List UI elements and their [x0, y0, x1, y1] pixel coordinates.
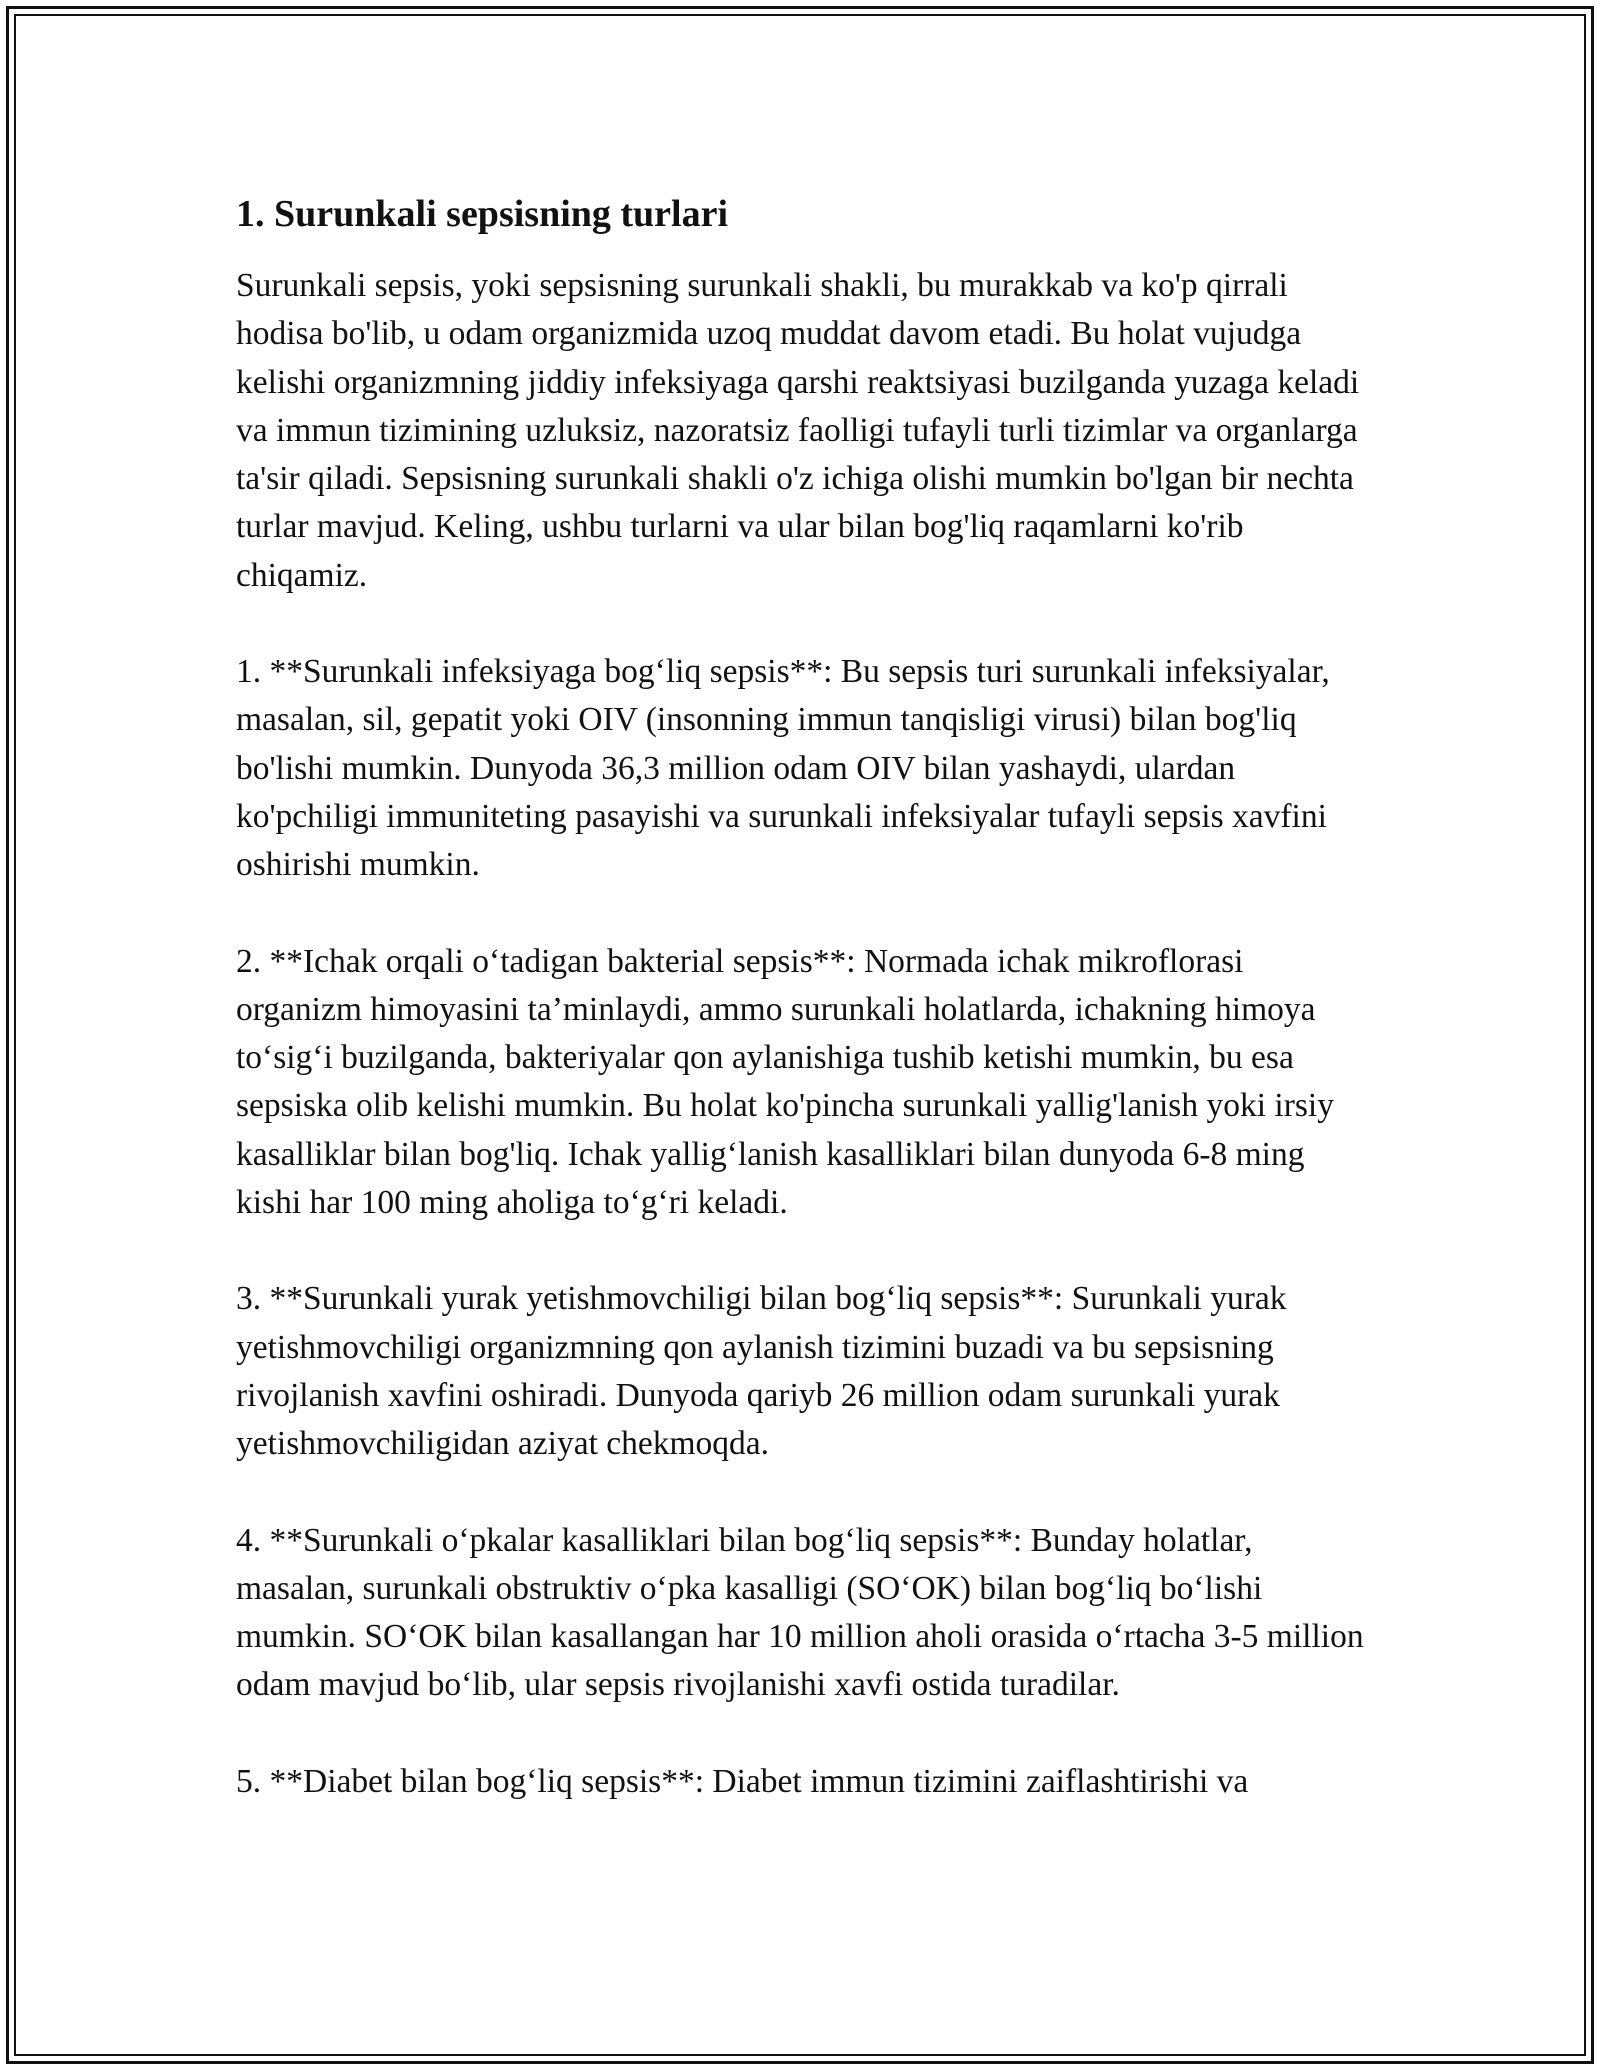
document-body — [236, 186, 1371, 1854]
list-item-5: 5. **Diabet bilan bog‘liq sepsis**: Diabet immun tizimini zaiflashtirishi va — [236, 1762, 1249, 1800]
section-heading: 1. Surunkali sepsisning turlari — [236, 193, 729, 235]
list-item-2: 2. **Ichak orqali o‘tadigan bakterial sepsis**: Normada ichak mikroflorasi organizm himoyasini ta’minlaydi, ammo surunkali holatlarda, ichakning himoya to‘sig‘i buzilganda, bakteriyalar qon aylanishiga tushib ketishi mumkin, bu esa sepsiska olib kelishi mumkin. Bu holat ko'pincha surunkali yallig'lanish yoki irsiy kasalliklar bilan bog'liq. Ichak yallig‘lanish kasalliklari bilan dunyoda 6-8 ming kishi har 100 ming aholiga to‘g‘ri keladi. — [236, 942, 1334, 1222]
list-item-4: 4. **Surunkali o‘pkalar kasalliklari bilan bog‘liq sepsis**: Bunday holatlar, masalan, surunkali obstruktiv o‘pka kasalligi (SO‘OK) bilan bog‘liq bo‘lishi mumkin. SO‘OK bilan kasallangan har 10 million aholi orasida o‘rtacha 3-5 million odam mavjud bo‘lib, ular sepsis rivojlanishi xavfi ostida turadilar. — [236, 1521, 1364, 1704]
list-item-1: 1. **Surunkali infeksiyaga bog‘liq sepsis**: Bu sepsis turi surunkali infeksiyalar, masalan, sil, gepatit yoki OIV (insonning immun tanqisligi virusi) bilan bog'liq bo'lishi mumkin. Dunyoda 36,3 million odam OIV bilan yashaydi, ulardan ko'pchiligi immuniteting pasayishi va surunkali infeksiyalar tufayli sepsis xavfini oshirishi mumkin. — [236, 653, 1330, 884]
intro-paragraph: Surunkali sepsis, yoki sepsisning surunkali shakli, bu murakkab va ko'p qirrali hodisa bo'lib, u odam organizmida uzoq muddat davom etadi. Bu holat vujudga kelishi organizmning jiddiy infeksiyaga qarshi reaktsiyasi buzilganda yuzaga keladi va immun tizimining uzluksiz, nazoratsiz faolligi tufayli turli tizimlar va organlarga ta'sir qiladi. Sepsisning surunkali shakli o'z ichiga olishi mumkin bo'lgan bir nechta turlar mavjud. Keling, ushbu turlarni va ular bilan bog'liq raqamlarni ko'rib chiqamiz. — [236, 267, 1360, 594]
list-item-3: 3. **Surunkali yurak yetishmovchiligi bilan bog‘liq sepsis**: Surunkali yurak yetishmovchiligi organizmning qon aylanish tizimini buzadi va bu sepsisning rivojlanish xavfini oshiradi. Dunyoda qariyb 26 million odam surunkali yurak yetishmovchiligidan aziyat chekmoqda. — [236, 1280, 1287, 1463]
